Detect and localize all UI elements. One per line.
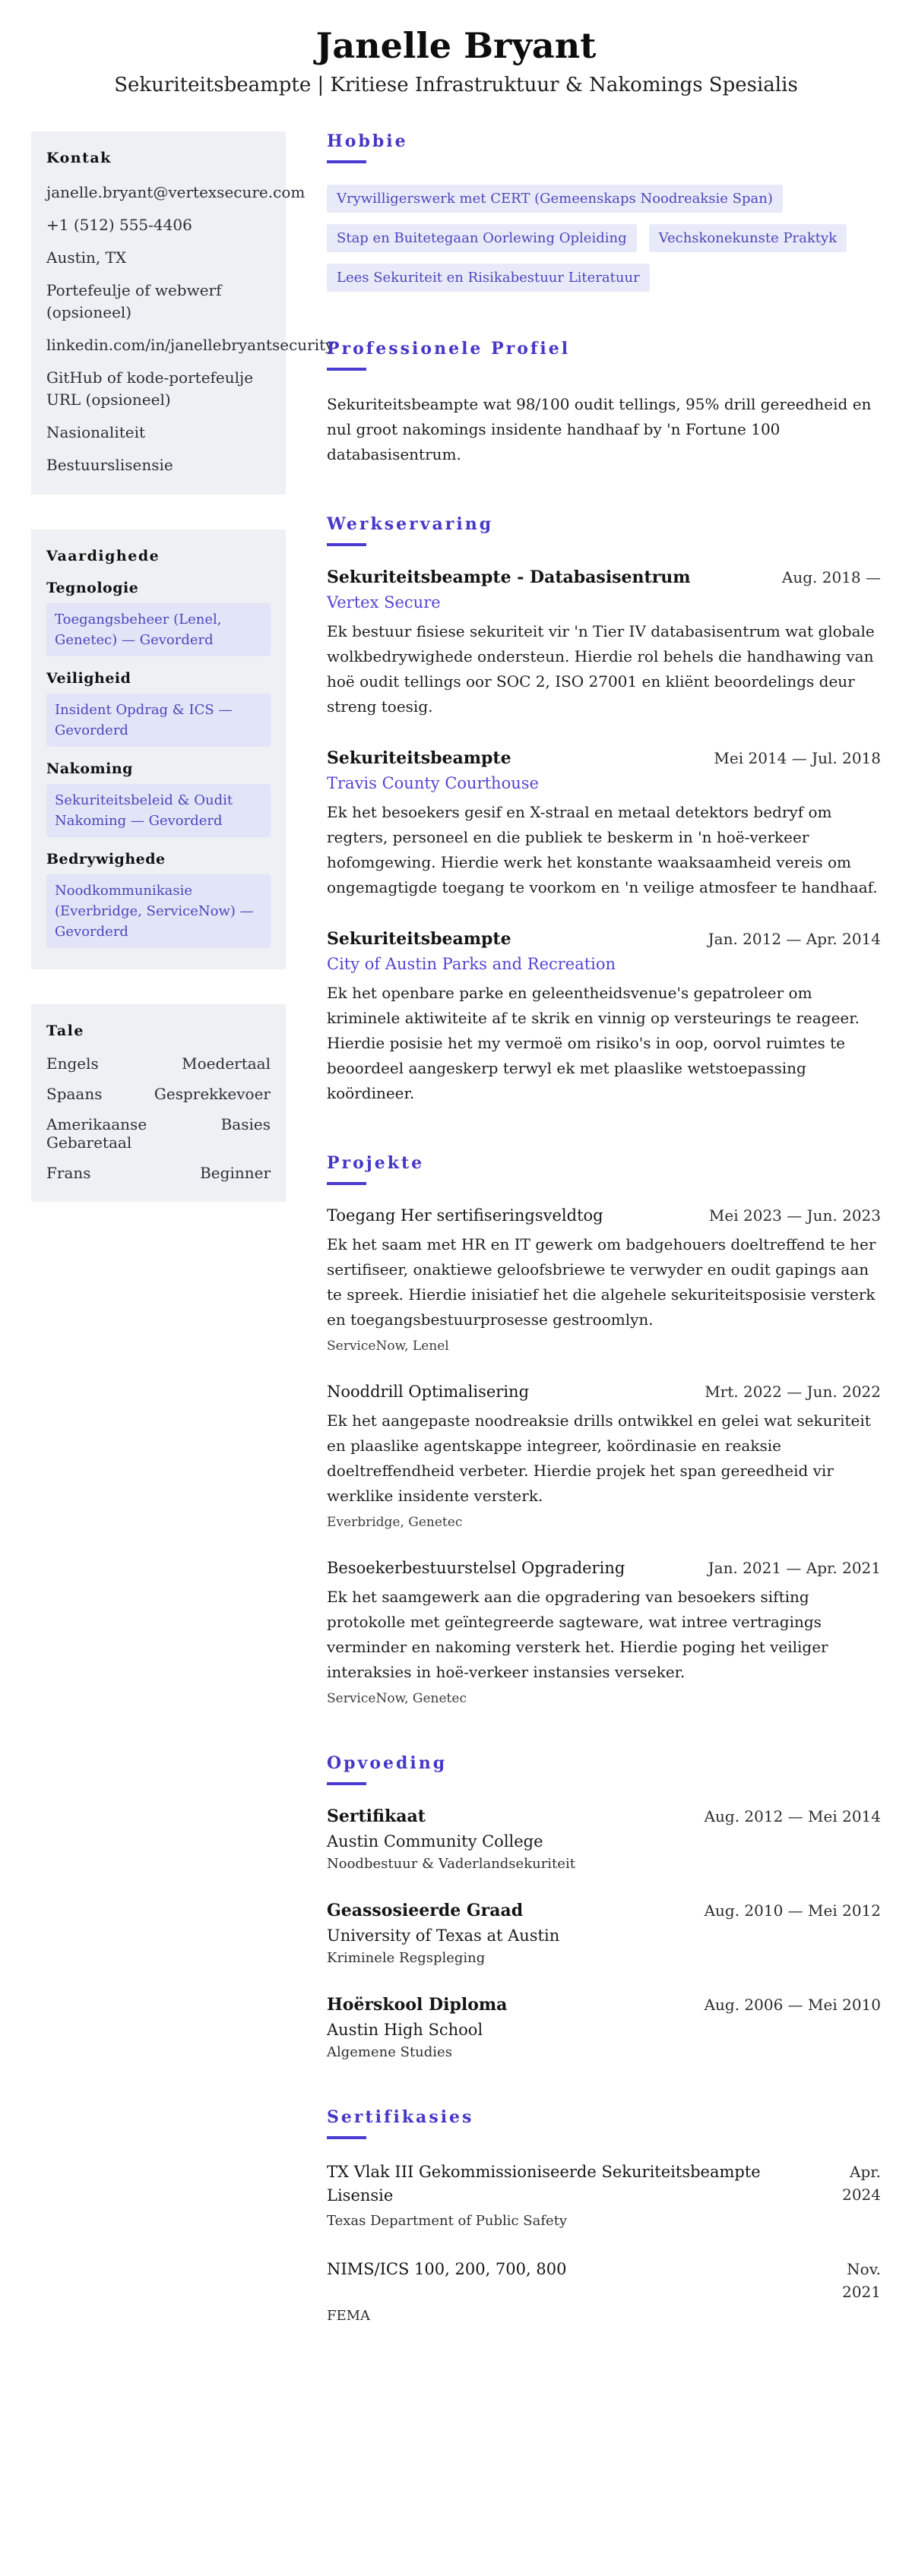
skill-chip: Sekuriteitsbeleid & Oudit Nakoming — Gevorderd	[46, 784, 271, 837]
section-certifications	[327, 2107, 881, 2324]
project-name: Besoekerbestuurstelsel Opgradering	[327, 1558, 625, 1577]
contact-card	[31, 131, 334, 495]
section-underline	[327, 1182, 366, 1185]
education-degree: Sertifikaat	[327, 1806, 426, 1826]
skills-heading: Vaardighede	[46, 547, 160, 564]
project-tech: ServiceNow, Genetec	[327, 1690, 467, 1706]
job-header	[327, 567, 881, 587]
education-school: Austin High School	[327, 2020, 483, 2039]
contact-drivers-license: Bestuurslisensie	[46, 455, 173, 474]
skill-group-label: Nakoming	[46, 760, 133, 777]
project-entry	[327, 1383, 881, 1530]
skill-chip: Insident Opdrag & ICS — Gevorderd	[46, 694, 271, 747]
education-date: Aug. 2006 — Mei 2010	[704, 1995, 881, 2014]
education-degree: Hoërskool Diploma	[327, 1994, 508, 2015]
language-row	[46, 1085, 271, 1103]
profile-heading: Professionele Profiel	[327, 338, 571, 359]
education-field: Kriminele Regspleging	[327, 1949, 486, 1966]
project-description: Ek het saam met HR en IT gewerk om badgehouers doeltreffend te her sertifiseer, onaktiewe geloofsbriewe te verwyder en oudit gapings aan te spreek. Hierdie inisiatief het die algehele sekuriteitsposisie versterk en toegangsbestuurprosesse gestroomlyn.	[327, 1234, 876, 1329]
language-name: Spaans	[46, 1084, 103, 1103]
hobby-chip-row	[327, 185, 881, 292]
skill-group-label: Bedrywighede	[46, 850, 166, 868]
hobby-chip: Vrywilligerswerk met CERT (Gemeenskaps Noodreaksie Span)	[327, 185, 783, 213]
project-date: Mrt. 2022 — Jun. 2022	[705, 1382, 881, 1401]
section-education	[327, 1753, 881, 2060]
project-header	[327, 1206, 881, 1225]
resume-header	[0, 0, 912, 96]
hobby-chip: Stap en Buitetegaan Oorlewing Opleiding	[327, 224, 637, 252]
certifications-heading: Sertifikasies	[327, 2107, 474, 2127]
certification-name: TX Vlak III Gekommissioniseerde Sekuriteitsbeampte Lisensie	[327, 2162, 761, 2205]
language-row	[46, 1164, 271, 1182]
contact-location: Austin, TX	[46, 248, 127, 267]
certification-header	[327, 2160, 881, 2208]
project-date: Jan. 2021 — Apr. 2021	[708, 1558, 881, 1577]
education-heading: Opvoeding	[327, 1753, 448, 1773]
skill-group	[46, 760, 271, 837]
job-date: Mei 2014 — Jul. 2018	[714, 748, 881, 767]
skills-card	[31, 529, 286, 969]
certification-entry	[327, 2160, 881, 2229]
education-header	[327, 1901, 881, 1920]
contact-linkedin: linkedin.com/in/janellebryantsecurity	[46, 335, 334, 354]
certification-issuer: FEMA	[327, 2307, 371, 2324]
section-hobbies	[327, 131, 881, 292]
section-underline	[327, 368, 366, 371]
content-columns	[0, 131, 912, 2371]
education-entry	[327, 1901, 881, 1966]
job-description: Ek het openbare parke en geleentheidsvenue's gepatroleer om kriminele aktiwiteite af te skrik en vinnig op versteurings te reageer. Hierdie posisie het my vermoë om risiko's in oop, oorvol ruimtes te beoordeel aangeskerp terwyl ek met plaaslike wetstoepassing koördineer.	[327, 983, 860, 1102]
project-header	[327, 1383, 881, 1401]
job-header	[327, 748, 881, 768]
job-description: Ek het besoekers gesif en X-straal en metaal detektors bedryf om regters, personeel en die publiek te beskerm in 'n hoë-verkeer hofomgewing. Hierdie werk het konstante waaksaamheid vereis om ongemagtigde toegang te voorkom en 'n veilige atmosfeer te handhaaf.	[327, 802, 878, 896]
language-level: Moedertaal	[182, 1054, 271, 1073]
contact-github: GitHub of kode-portefeulje URL (opsioneel)	[46, 368, 254, 409]
project-tech: Everbridge, Genetec	[327, 1514, 463, 1530]
hobby-chip: Vechskonekunste Praktyk	[649, 224, 847, 252]
skill-group	[46, 670, 271, 747]
job-title: Sekuriteitsbeampte - Databasisentrum	[327, 567, 691, 587]
education-school: University of Texas at Austin	[327, 1926, 560, 1945]
job-entry	[327, 929, 881, 1106]
section-underline	[327, 2136, 366, 2139]
project-name: Nooddrill Optimalisering	[327, 1382, 530, 1401]
project-date: Mei 2023 — Jun. 2023	[708, 1206, 881, 1225]
language-name: Frans	[46, 1163, 91, 1182]
job-description: Ek bestuur fisiese sekuriteit vir 'n Tier IV databasisentrum wat globale wolkbedrywighede ondersteun. Hierdie rol behels die handhawing van hoë oudit tellings oor SOC 2, ISO 27001 en kliënt beoordelings deur streng toesig.	[327, 621, 875, 716]
job-title: Sekuriteitsbeampte	[327, 748, 511, 768]
hobbies-heading: Hobbie	[327, 131, 408, 151]
job-company: City of Austin Parks and Recreation	[327, 954, 616, 973]
experience-heading: Werkservaring	[327, 514, 494, 534]
language-level: Beginner	[200, 1163, 271, 1182]
job-date: Jan. 2012 — Apr. 2014	[708, 929, 881, 948]
job-date: Aug. 2018 —	[781, 567, 881, 586]
certification-date: Nov. 2021	[842, 2259, 881, 2301]
skill-group-label: Tegnologie	[46, 579, 139, 596]
language-level: Gesprekkevoer	[154, 1084, 271, 1103]
skill-group	[46, 851, 271, 948]
skill-group-label: Veiligheid	[46, 669, 131, 687]
section-underline	[327, 543, 366, 546]
certification-issuer: Texas Department of Public Safety	[327, 2212, 568, 2229]
job-company: Travis County Courthouse	[327, 773, 539, 792]
job-company: Vertex Secure	[327, 593, 441, 612]
education-field: Noodbestuur & Vaderlandsekuriteit	[327, 1855, 575, 1872]
education-entry	[327, 1806, 881, 1872]
education-header	[327, 1806, 881, 1826]
section-underline	[327, 160, 366, 163]
education-degree: Geassosieerde Graad	[327, 1900, 524, 1920]
languages-heading: Tale	[46, 1022, 84, 1039]
section-projects	[327, 1153, 881, 1706]
certification-date: Apr. 2024	[842, 2162, 881, 2204]
contact-email: janelle.bryant@vertexsecure.com	[46, 182, 306, 201]
contact-nationality: Nasionaliteit	[46, 422, 146, 441]
language-row	[46, 1115, 271, 1152]
language-row	[46, 1054, 271, 1073]
education-date: Aug. 2012 — Mei 2014	[704, 1806, 881, 1825]
certification-name: NIMS/ICS 100, 200, 700, 800	[327, 2259, 567, 2278]
contact-phone: +1 (512) 555-4406	[46, 215, 192, 234]
language-level: Basies	[220, 1114, 271, 1133]
candidate-name: Janelle Bryant	[315, 25, 597, 66]
hobby-chip: Lees Sekuriteit en Risikabestuur Literatuur	[327, 264, 650, 292]
contact-heading: Kontak	[46, 149, 112, 166]
skill-group	[46, 580, 271, 656]
job-entry	[327, 748, 881, 900]
education-header	[327, 1995, 881, 2015]
language-name: Engels	[46, 1054, 99, 1073]
job-entry	[327, 567, 881, 719]
project-entry	[327, 1559, 881, 1706]
projects-heading: Projekte	[327, 1152, 425, 1173]
project-name: Toegang Her sertifiseringsveldtog	[327, 1206, 603, 1225]
candidate-subtitle: Sekuriteitsbeampte | Kritiese Infrastruktuur & Nakomings Spesialis	[114, 73, 798, 96]
job-title: Sekuriteitsbeampte	[327, 928, 511, 949]
certification-header	[327, 2258, 881, 2303]
contact-portfolio: Portefeulje of webwerf (opsioneel)	[46, 280, 222, 321]
education-date: Aug. 2010 — Mei 2012	[704, 1901, 881, 1920]
sidebar	[31, 131, 334, 1237]
project-tech: ServiceNow, Lenel	[327, 1338, 449, 1354]
project-description: Ek het aangepaste noodreaksie drills ontwikkel en gelei wat sekuriteit en plaaslike agentskappe integreer, koördinasie en reaksie doeltreffendheid verbeter. Hierdie projek het span gereedheid vir werklike insidente versterk.	[327, 1411, 871, 1505]
main-column	[327, 131, 881, 2371]
education-entry	[327, 1995, 881, 2060]
education-field: Algemene Studies	[327, 2043, 452, 2060]
job-header	[327, 929, 881, 949]
skill-chip: Noodkommunikasie (Everbridge, ServiceNow) — Gevorderd	[46, 874, 271, 948]
section-profile	[327, 339, 881, 467]
section-experience	[327, 514, 881, 1106]
language-name: Amerikaanse Gebaretaal	[46, 1114, 147, 1152]
project-description: Ek het saamgewerk aan die opgradering van besoekers sifting protokolle met geïntegreerde sagteware, wat intree vertragings verminder en nakoming versterk het. Hierdie poging het veiliger interaksies in hoë-verkeer instansies verseker.	[327, 1587, 828, 1681]
education-school: Austin Community College	[327, 1832, 543, 1851]
profile-text: Sekuriteitsbeampte wat 98/100 oudit tellings, 95% drill gereedheid en nul groot nakomings insidente handhaaf by 'n Fortune 100 databasisentrum.	[327, 394, 872, 463]
languages-card	[31, 1004, 286, 1202]
project-entry	[327, 1206, 881, 1354]
certification-entry	[327, 2258, 881, 2324]
skill-chip: Toegangsbeheer (Lenel, Genetec) — Gevorderd	[46, 603, 271, 656]
project-header	[327, 1559, 881, 1577]
section-underline	[327, 1782, 366, 1785]
